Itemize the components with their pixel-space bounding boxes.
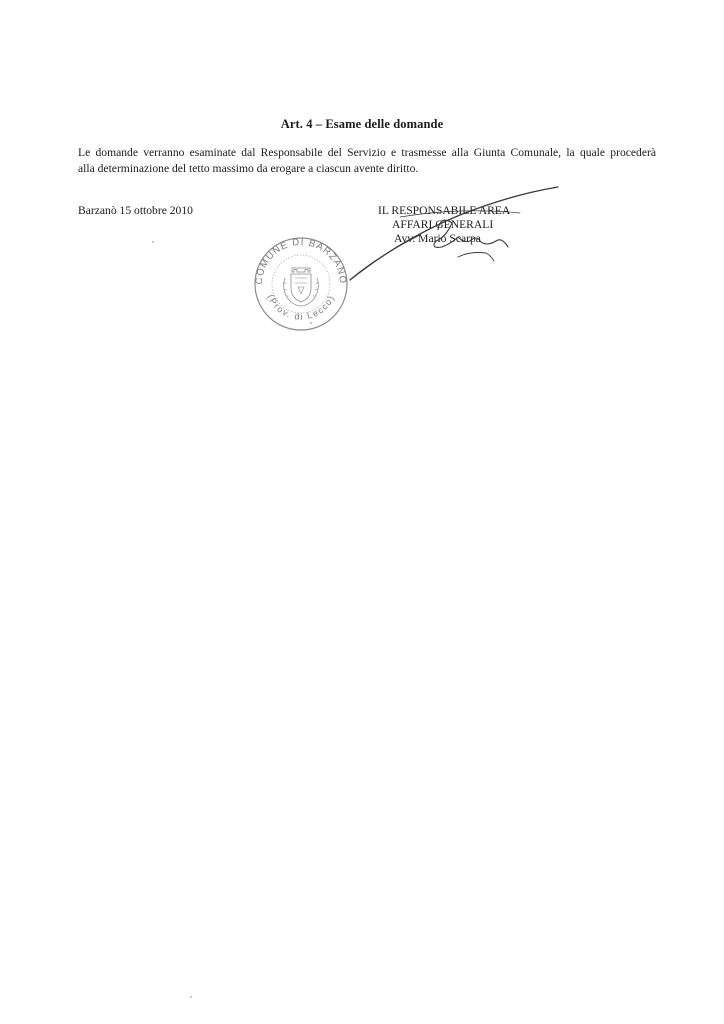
signatory-area: AFFARI GENERALI — [392, 218, 494, 231]
scan-speck — [310, 322, 312, 324]
article-heading: Art. 4 – Esame delle domande — [280, 117, 444, 131]
svg-text:COMUNE DI BARZANO: COMUNE DI BARZANO — [253, 236, 349, 285]
paragraph-line-1: Le domande verranno esaminate dal Responsabile del Servizio e trasmesse alla Giunta Comunale, la quale procederà — [78, 146, 656, 159]
place-date: Barzanò 15 ottobre 2010 — [78, 204, 193, 217]
scan-speck — [190, 996, 192, 998]
municipal-stamp — [248, 232, 354, 332]
handwritten-signature — [340, 185, 570, 285]
svg-text:(Prov. di Lecco): (Prov. di Lecco) — [265, 293, 337, 322]
article-paragraph — [78, 145, 656, 177]
signatory-name: Avv. Mario Scarpa — [394, 232, 481, 245]
scan-speck — [152, 241, 154, 243]
signatory-title: IL RESPONSABILE AREA — [378, 204, 511, 217]
paragraph-line-2: alla determinazione del tetto massimo da erogare a ciascun avente diritto. — [78, 162, 419, 175]
